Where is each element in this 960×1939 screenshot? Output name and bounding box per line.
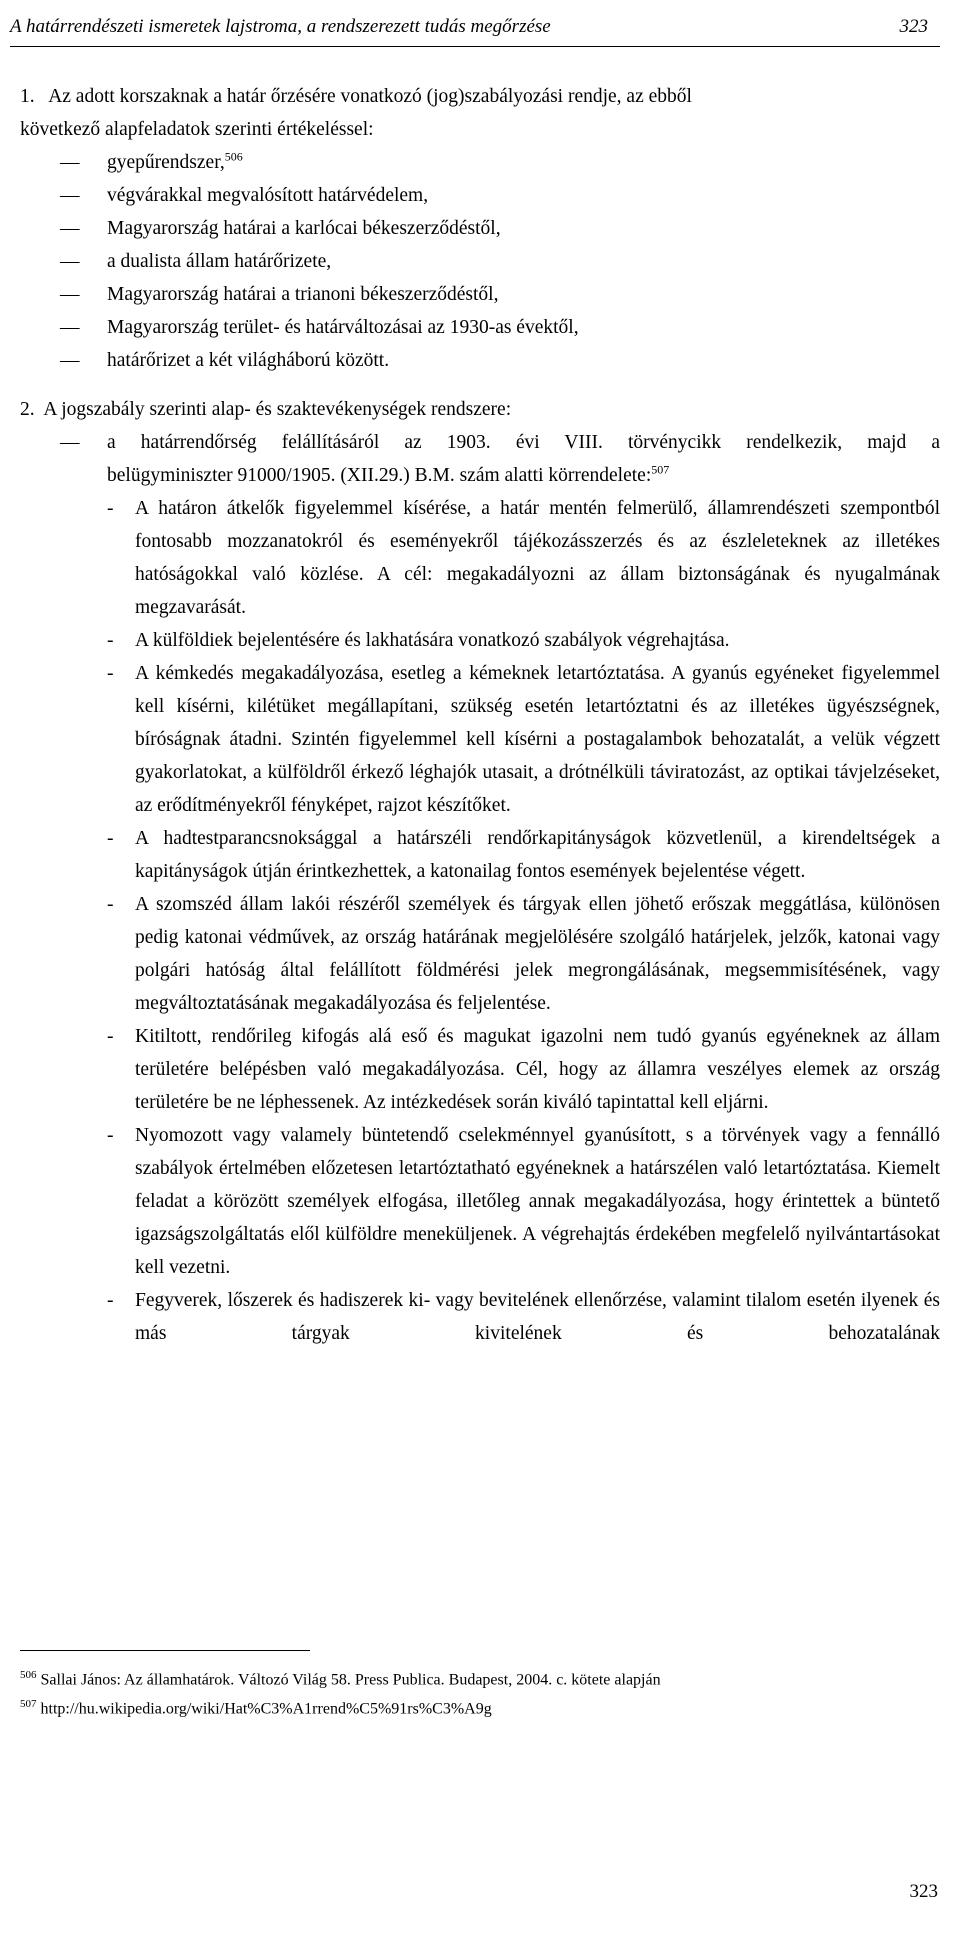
bullet-item: - Fegyverek, lőszerek és hadiszerek ki- vagy bevitelének ellenőrzése, valamint tilalom esetén ilyenek és más tárgyak kivitelének és behozatalának xyxy=(20,1284,940,1350)
footnote-506 xyxy=(20,1663,940,1692)
footnote-number: 506 xyxy=(20,1669,37,1681)
header-rule xyxy=(10,46,940,47)
page-header xyxy=(10,16,940,46)
footnote-507 xyxy=(20,1692,940,1721)
footnote-text: Sallai János: Az államhatárok. Változó Világ 58. Press Publica. Budapest, 2004. c. kötete alapján xyxy=(40,1671,661,1689)
footnote-rule xyxy=(20,1650,310,1651)
section-2-heading xyxy=(20,393,940,426)
section-2-subitem xyxy=(20,426,940,492)
section-2-number: 2. xyxy=(20,399,35,420)
footnote-link[interactable]: http://hu.wikipedia.org/wiki/Hat%C3%A1rrend%C5%91rs%C3%A9g xyxy=(40,1700,492,1718)
bullet-mark: - xyxy=(107,828,114,849)
bullet-mark: - xyxy=(107,630,114,651)
footnote-ref-507[interactable]: 507 xyxy=(651,462,670,477)
list-item: — végvárakkal megvalósított határvédelem, xyxy=(20,179,940,212)
bullet-item: - A hadtestparancsnoksággal a határszéli rendőrkapitányságok közvetlenül, a kirendeltségek a kapitányságok útján érintkezhettek, a katonailag fontos események bejelentése végett. xyxy=(20,822,940,888)
bullet-item: - Kitiltott, rendőrileg kifogás alá eső és magukat igazolni nem tudó gyanús egyéneknek az állam területére belépésben való megakadályozása. Cél, hogy az államra veszélyes elemek az ország területére be ne léphessenek. Az intézkedések során kiváló tapintattal kell eljárni. xyxy=(20,1020,940,1119)
footer-page-number: 323 xyxy=(909,1881,938,1902)
list-item: — határőrizet a két világháború között. xyxy=(20,344,940,377)
bullet-mark: - xyxy=(107,498,114,519)
bullet-item: - Nyomozott vagy valamely büntetendő cselekménnyel gyanúsított, s a törvények vagy a fennálló szabályok értelmében előzetesen letartóztatható egyéneknek a határszélen való letartóztatása. Kiemelt feladat a körözött személyek elfogása, illetőleg annak megakadályozása, hogy érintettek a büntető igazságszolgáltatás elől külföldre meneküljenek. A végrehajtás érdekében megfelelő nyilvántartásokat kell vezetni. xyxy=(20,1119,940,1284)
bullet-item: - A szomszéd állam lakói részéről személyek és tárgyak ellen jöhető erőszak meggátlása, különösen pedig katonai védművek, az ország határának megjelölésére szolgáló határjelek, jelzők, katonai vagy polgári hatóság által felállított földmérési jelek megrongálásának, megsemmisítésének, vagy megváltoztatásának megakadályozása és feljelentése. xyxy=(20,888,940,1020)
list-item: — gyepűrendszer,$^{506}$ xyxy=(20,146,940,179)
section-1-number: 1. xyxy=(20,86,35,107)
header-page-number: 323 xyxy=(899,16,928,37)
footnote-number: 507 xyxy=(20,1698,37,1711)
section-2-sub-line1: — a határrendőrség felállításáról az 1903. évi VIII. törvénycikk rendelkezik, majd a xyxy=(107,432,940,453)
bullet-mark: - xyxy=(107,1125,114,1146)
section-2-title: A jogszabály szerinti alap- és szaktevékenységek rendszere: xyxy=(43,399,512,420)
list-item: — Magyarország határai a trianoni békeszerződéstől, xyxy=(20,278,940,311)
footnote-ref-506[interactable]: 506 xyxy=(224,149,243,164)
list-item: — Magyarország terület- és határváltozásai az 1930-as évektől, xyxy=(20,311,940,344)
bullet-mark: - xyxy=(107,894,114,915)
bullet-mark: - xyxy=(107,1290,114,1311)
page-body xyxy=(20,80,940,1350)
bullet-mark: - xyxy=(107,1026,114,1047)
bullet-item: - A határon átkelők figyelemmel kísérése, a határ mentén felmerülő, államrendészeti szempontból fontosabb mozzanatokról és eseményekről tájékozásszerzés és az észleleteknek az illetékes hatóságokkal való közlése. A cél: megakadályozni az állam biztonságának és nyugalmának megzavarását. xyxy=(20,492,940,624)
list-item: — a dualista állam határőrizete, xyxy=(20,245,940,278)
section-1-intro xyxy=(20,80,940,113)
section-1 xyxy=(20,80,940,377)
footnotes xyxy=(20,1650,940,1722)
running-title: A határrendészeti ismeretek lajstroma, a rendszerezett tudás megőrzése xyxy=(10,16,551,37)
section-2-sub-line2: belügyminiszter 91000/1905. (XII.29.) B.M. szám alatti körrendelete:$^{507}$ xyxy=(107,462,670,486)
bullet-mark: - xyxy=(107,663,114,684)
bullet-item: - A külföldiek bejelentésére és lakhatására vonatkozó szabályok végrehajtása. xyxy=(20,624,940,657)
bullet-item: - A kémkedés megakadályozása, esetleg a kémeknek letartóztatása. A gyanús egyéneket figyelemmel kell kísérni, kilétüket megállapítani, szükség esetén letartóztatni és az illetékes ügyészségnek, bíróságnak átadni. Szintén figyelemmel kell kísérni a postagalambok behozatalát, a velük végzett gyakorlatokat, a külföldről érkező léghajók utasait, a drótnélküli táviratozást, az optikai távjelzéseket, az erődítményekről fényképet, rajzot készítőket. xyxy=(20,657,940,822)
section-1-list xyxy=(20,146,940,377)
section-1-intro-line2: következő alapfeladatok szerinti értékeléssel: xyxy=(20,119,374,140)
section-1-intro-line1: Az adott korszaknak a határ őrzésére vonatkozó (jog)szabályozási rendje, az ebből xyxy=(48,86,692,107)
section-2 xyxy=(20,393,940,1350)
list-item: — Magyarország határai a karlócai békeszerződéstől, xyxy=(20,212,940,245)
